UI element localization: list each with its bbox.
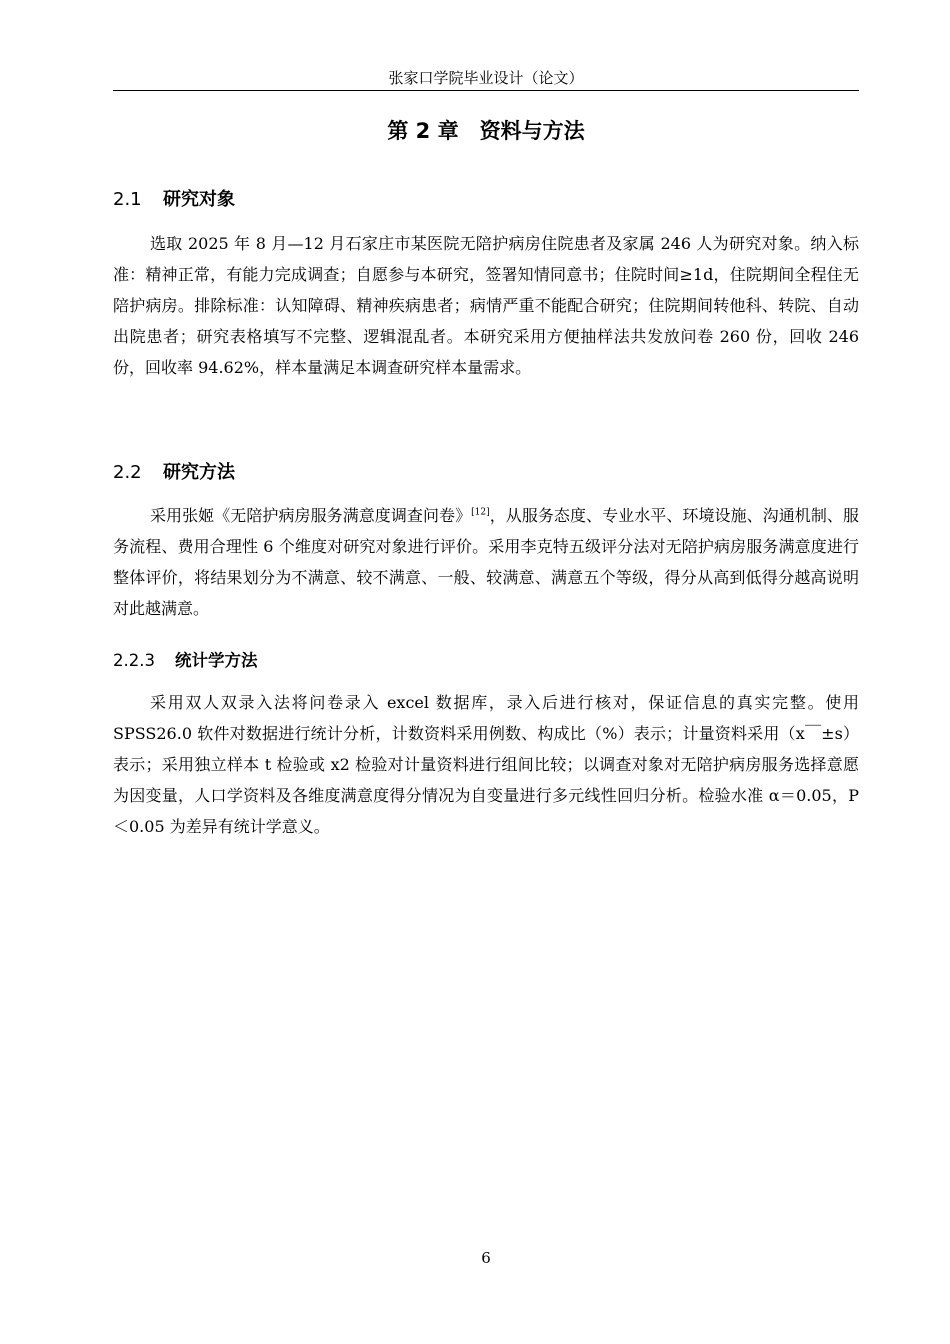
header-title: 张家口学院毕业设计（论文） xyxy=(388,69,584,87)
page-header xyxy=(113,66,859,91)
section-number: 2.2 xyxy=(113,462,142,483)
paragraph-statistical-methods: 采用双人双录入法将问卷录入 excel 数据库，录入后进行核对，保证信息的真实完整。使用 SPSS26.0 软件对数据进行统计分析，计数资料采用例数、构成比（%）表示；计量资料采用（x￣±s）表示；采用独立样本 t 检验或 x2 检验对计量资料进行组间比较；以调查对象对无陪护病房服务选择意愿为因变量，人口学资料及各维度满意度得分情况为自变量进行多元线性回归分析。检验水准 α＝0.05，P＜0.05 为差异有统计学意义。 xyxy=(113,693,859,836)
section-heading-2-1 xyxy=(113,186,235,214)
section-title: 研究方法 xyxy=(163,462,235,483)
section-number: 2.2.3 xyxy=(113,651,155,670)
section-heading-2-2 xyxy=(113,459,235,487)
section-heading-2-2-3 xyxy=(113,648,258,674)
paragraph-text-after-ref: ，从服务态度、专业水平、环境设施、沟通机制、服务流程、费用合理性 6 个维度对研究对象进行评价。采用李克特五级评分法对无陪护病房服务满意度进行整体评价，将结果划分为不满意、较不满意、一般、较满意、满意五个等级，得分从高到低得分越高说明对此越满意。 xyxy=(113,506,859,618)
paragraph-research-methods xyxy=(113,500,859,624)
section-number: 2.1 xyxy=(113,189,142,210)
paragraph-text-before-ref: 采用张姬《无陪护病房服务满意度调查问卷》 xyxy=(150,506,472,525)
page-number: 6 xyxy=(481,1249,491,1267)
paragraph-research-subjects: 选取 2025 年 8 月—12 月石家庄市某医院无陪护病房住院患者及家属 246 人为研究对象。纳入标准：精神正常，有能力完成调查；自愿参与本研究，签署知情同意书；住院时间≥1d，住院期间全程住无陪护病房。排除标准：认知障碍、精神疾病患者；病情严重不能配合研究；住院期间转他科、转院、自动出院患者；研究表格填写不完整、逻辑混乱者。本研究采用方便抽样法共发放问卷 260 份，回收 246 份，回收率 94.62%，样本量满足本调查研究样本量需求。 xyxy=(113,234,859,377)
citation-reference: [12] xyxy=(471,507,490,518)
chapter-title: 第 2 章 资料与方法 xyxy=(387,119,585,143)
section-title: 统计学方法 xyxy=(175,651,258,670)
section-title: 研究对象 xyxy=(163,189,235,210)
